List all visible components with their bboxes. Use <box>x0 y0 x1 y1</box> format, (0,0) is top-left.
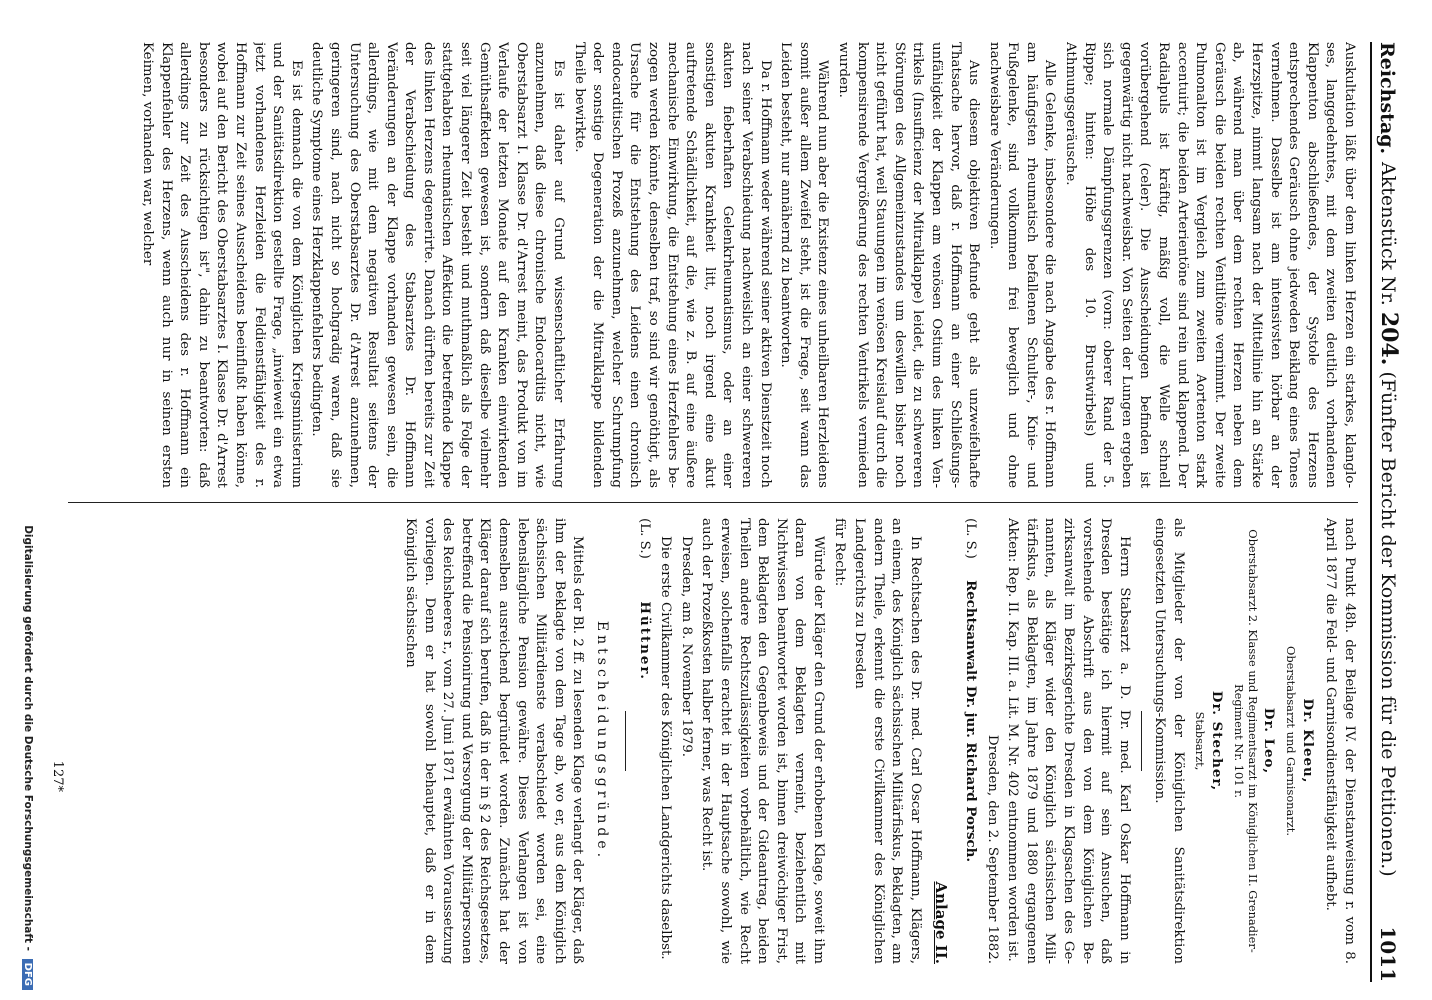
right-intro: nach Punkt 48h. der Beilage IV. der Dienstanweisung r. vom 8. April 1877 die Feld- und Garnisondienstfähigkeit aufhebt. <box>1323 518 1357 964</box>
signature-block <box>1284 518 1317 964</box>
ruling-date: Dresden, am 8. November 1879. <box>678 536 694 757</box>
signature-name: Dr. Kleeu, <box>1299 698 1316 784</box>
separator-rule <box>1141 711 1142 771</box>
document-number: 204. <box>1376 311 1402 366</box>
seal-mark: (L. S.) <box>963 518 979 559</box>
ruling-lead: für Recht: <box>831 518 847 587</box>
page-number: 1011 <box>1376 926 1400 982</box>
digitization-credit <box>16 300 34 990</box>
commission-members-line: als Mitglieder der von der Königlichen Sanitätsdirektion eingesetzten Untersuchungs-Kommission. <box>1152 518 1187 964</box>
reasons-heading: Entscheidungsgründe. <box>594 620 610 862</box>
attorney-signature: Rechtsanwalt Dr. jur. Richard Porsch. <box>963 580 980 863</box>
page-header <box>1370 42 1406 982</box>
left-paragraph: Auskultation läßt über dem linken Herzen ein starkes, klangloses, langgedehntes, mit dem zweiten deutlich vorhandenen Klappenton abschließendes, der Systole des Herzens entsprechendes Geräusch ohne jedweden Beiklang eines Tones vernehmen. Dasselbe ist am intensivsten hörbar an der Herzspitze, nimmt langsam nach der Mittellinie hin an Stärke ab, während man über dem rechten Herzen neben dem Geräusch die beiden rechten Ventiltöne vernimmt. Der zweite Pulmonalton ist im Vergleich zum zweiten Aortenton stark accentuirt; die beiden Arterientöne sind rein und klappend. Der Radialpuls ist kräftig, mäßig voll, die Welle schnell vorübergehend (celer). Die Ausscheidungen befinden ist gegenwärtig nicht nachweisbar. Von Seiten der Lungen ergeben sich normale Dämpfungsgrenzen (vorn: oberer Rand der 5. Rippe; hinten: Höhe des 10. Brustwirbels) und Athmungsgeräusche. <box>1063 42 1357 488</box>
header-left: Reichstag. <box>1376 42 1398 155</box>
left-paragraph: Aus diesem objektiven Befunde geht als unzweifelhafte Thatsache hervor, daß r. Hoffmann an einer Schließungsunfähigkeit der Klappen am venösen Ostium des linken Ventrikels (Insufficienz der Mitralklappe) leidet, die zu schwereren Störungen des Allgemeinzustandes um deswillen bisher noch nicht geführt hat, weil Stauungen im venösen Kreislauf durch die kompensirende Vergrößerung des rechten Ventrikels vermieden wurden. <box>835 42 982 488</box>
appendix-heading: Anlage II. <box>932 881 951 964</box>
right-column <box>68 518 1358 964</box>
left-paragraph: Da r. Hoffmann weder während seiner aktiven Dienstzeit noch nach seiner Verabschiedung nachweislich an einer schwereren akuten fieberhaften Gelenkrheumatismus, oder an einer sonstigen akuten Krankheit litt, noch irgend eine akut auftretende Schädlichkeit, auf die, wie z. B. auf eine äußere mechanische Einwirkung, die Entstehung eines Herzfehlers bezogen werden könnte, denselben traf, so sind wir genöthigt, als Ursache für die Entstehung des Leidens einen chronisch endocarditischen Prozeß anzunehmen, welcher Schrumpfung oder sonstige Degeneration der die Mitralklappe bildenden Theile bewirkte. <box>571 42 773 488</box>
signature-block <box>1232 518 1279 964</box>
seal-and-attorney <box>961 518 981 964</box>
header-prefix: Aktenstück Nr. <box>1377 162 1399 306</box>
header-title: (Fünfter Bericht der Kommission für die Petitionen.) <box>1377 371 1399 877</box>
signature-title: Oberstabsarzt und Garnisonarzt. <box>1284 646 1299 836</box>
left-paragraph: Es ist demnach die von dem Königlichen Kriegsministerium und der Sanitätsdirektion gestellte Frage, „inwieweit ein etwa jetzt vorhandenes Herzleiden die Feldienstfähigkeit des r. Hoffmann zur Zeit seines Ausscheidens beeinflußt haben könne, wobei auf den Bericht des Oberstabsarztes I. Klasse Dr. d'Arrest besonders zu rücksichtigen ist", dahin zu beantworten: daß allerdings zur Zeit des Ausscheidens des r. Hoffmann ein Klappenfehler des Herzens, wenn auch nur in seinen ersten Keimen, vorhanden war, welcher <box>140 42 304 488</box>
signature-block <box>1193 518 1226 964</box>
seal-and-judge <box>634 518 654 964</box>
reasons-paragraph: Mittels der Bl. 2 ff. zu lesenden Klage verlangt der Kläger, daß ihm der Beklagte von dem Tage ab, wo er, aus dem Königlich sächsischen Militärdienste verabschiedet worden sei, eine lebenslängliche Pension gewähre. Dieses Verlangen ist von demselben ausreichend begründet worden. Zunächst hat der Kläger darauf sich berufen, daß in der in § 2 des Reichsgesetzes, betreffend die Pensionirung und Versorgung der Militärpersonen des Reichsheeres r., vom 27. Juni 1871 erwähnten Voraussetzung vorliegen. Denn er hat sowohl behauptet, daß er in dem Königlich sächsischen <box>403 518 586 964</box>
column-divider <box>68 502 1358 503</box>
case-intro: In Rechtsachen des Dr. med. Carl Oscar Hoffmann, Klägers, an einem, des Königlich sächsischen Militärfiskus, Beklagten, am andern Theile, erkennt die erste Civilkammer des Königlichen Landgerichts zu Dresden <box>852 518 923 964</box>
page-content <box>50 42 1414 982</box>
dfg-logo: DFG <box>22 959 33 990</box>
judge-signature: Hüttner. <box>636 601 653 681</box>
left-paragraph: Während nun aber die Existenz eines unheilbaren Herzleidens somit außer allem Zweifel steht, ist die Frage, seit wann das Leiden besteht, nur annähernd zu beantworten. <box>778 42 831 488</box>
ruling-paragraph: Würde der Kläger den Grund der erhobenen Klage, soweit ihm daran von dem Beklagten verneint, beziehentlich mit Nichtwissen beantwortet worden ist, binnen dreiwöchiger Frist, dem Beklagten den Gegenbeweis und der Gideantrag, beiden Theilen andere Rechtszulässigkeiten vorbehältlich, wie Recht erweisen, solchenfalls erachtet in der Hauptsache sowohl, wie auch der Prozeßkosten halber ferner, was Recht ist. <box>699 518 826 964</box>
signature-title: Stabsarzt, <box>1193 711 1208 771</box>
certification-paragraph: Herrn Stabsarzt a. D. Dr. med. Karl Oskar Hoffmann in Dresden bestätige ich hiermit auf sein Ansuchen, daß vorstehende Abschrift aus den von dem Königlichen Bezirksanwalt im Bezirksgerichte Dresden in Klagsachen des Genannten, als Kläger wider den Königlich sächsischen Militärfiskus, als Beklagten, im Jahre 1879 und 1880 ergangenen Akten: Rep. II. Kap. III. a. Lit. M. Nr. 402 entnommen worden ist. <box>1005 518 1132 964</box>
seal-mark: (L. S.) <box>636 518 652 559</box>
credit-text: Digitalisierung gefördert durch die Deutsche Forschungsgemeinschaft - <box>22 525 34 951</box>
separator-rule <box>625 711 626 771</box>
signature-name: Dr. Leo, <box>1261 707 1278 775</box>
left-column <box>68 42 1358 488</box>
header-center <box>1376 162 1402 877</box>
court-name: Die erste Civilkammer des Königlichen Landgerichts daselbst. <box>658 536 674 960</box>
sheet-signature: 127* <box>50 760 65 792</box>
signature-name: Dr. Stecher, <box>1208 690 1225 792</box>
signature-title: Oberstabsarzt 2. Klasse und Regimentsarzt im Königlichen II. Grenadier-Regiment Nr. 101 r. <box>1231 529 1260 953</box>
certification-date: Dresden, den 2. September 1882. <box>984 734 1000 964</box>
left-paragraph: Es ist daher auf Grund wissenschaftlicher Erfahrung anzunehmen, daß diese chronische Endocarditis nicht, wie Oberstabsarzt I. Klasse Dr. d'Arrest meint, das Produkt von im Verlaufe der letzten Monate auf den Kranken einwirkenden Gemüthsaffekten gewesen ist, sondern daß dieselbe vielmehr seit viel längerer Zeit besteht und muthmaßlich als Folge der stattgehabten rheumatischen Affektion die betreffende Klappe des linken Herzens degenerirte. Danach dürften bereits zur Zeit der Verabschiedung des Stabsarztes Dr. Hoffmann Veränderungen an der Klappe vorhanden gewesen sein, die allerdings, wie mit dem negativen Resultat seitens der Untersuchung des Oberstabsarztes Dr. d'Arrest anzunehmen, geringeren sind, nach nicht so hochgradig waren, daß sie deutliche Symptome eines Herzklappenfehlers bedingten. <box>309 42 567 488</box>
left-paragraph: Alle Gelenke, insbesondere die nach Angabe des r. Hoffmann am häufigsten rheumatisch befallenen Schulter-, Knie- und Fußgelenke, sind vollkommen frei beweglich und ohne nachweisbare Veränderungen. <box>986 42 1058 488</box>
